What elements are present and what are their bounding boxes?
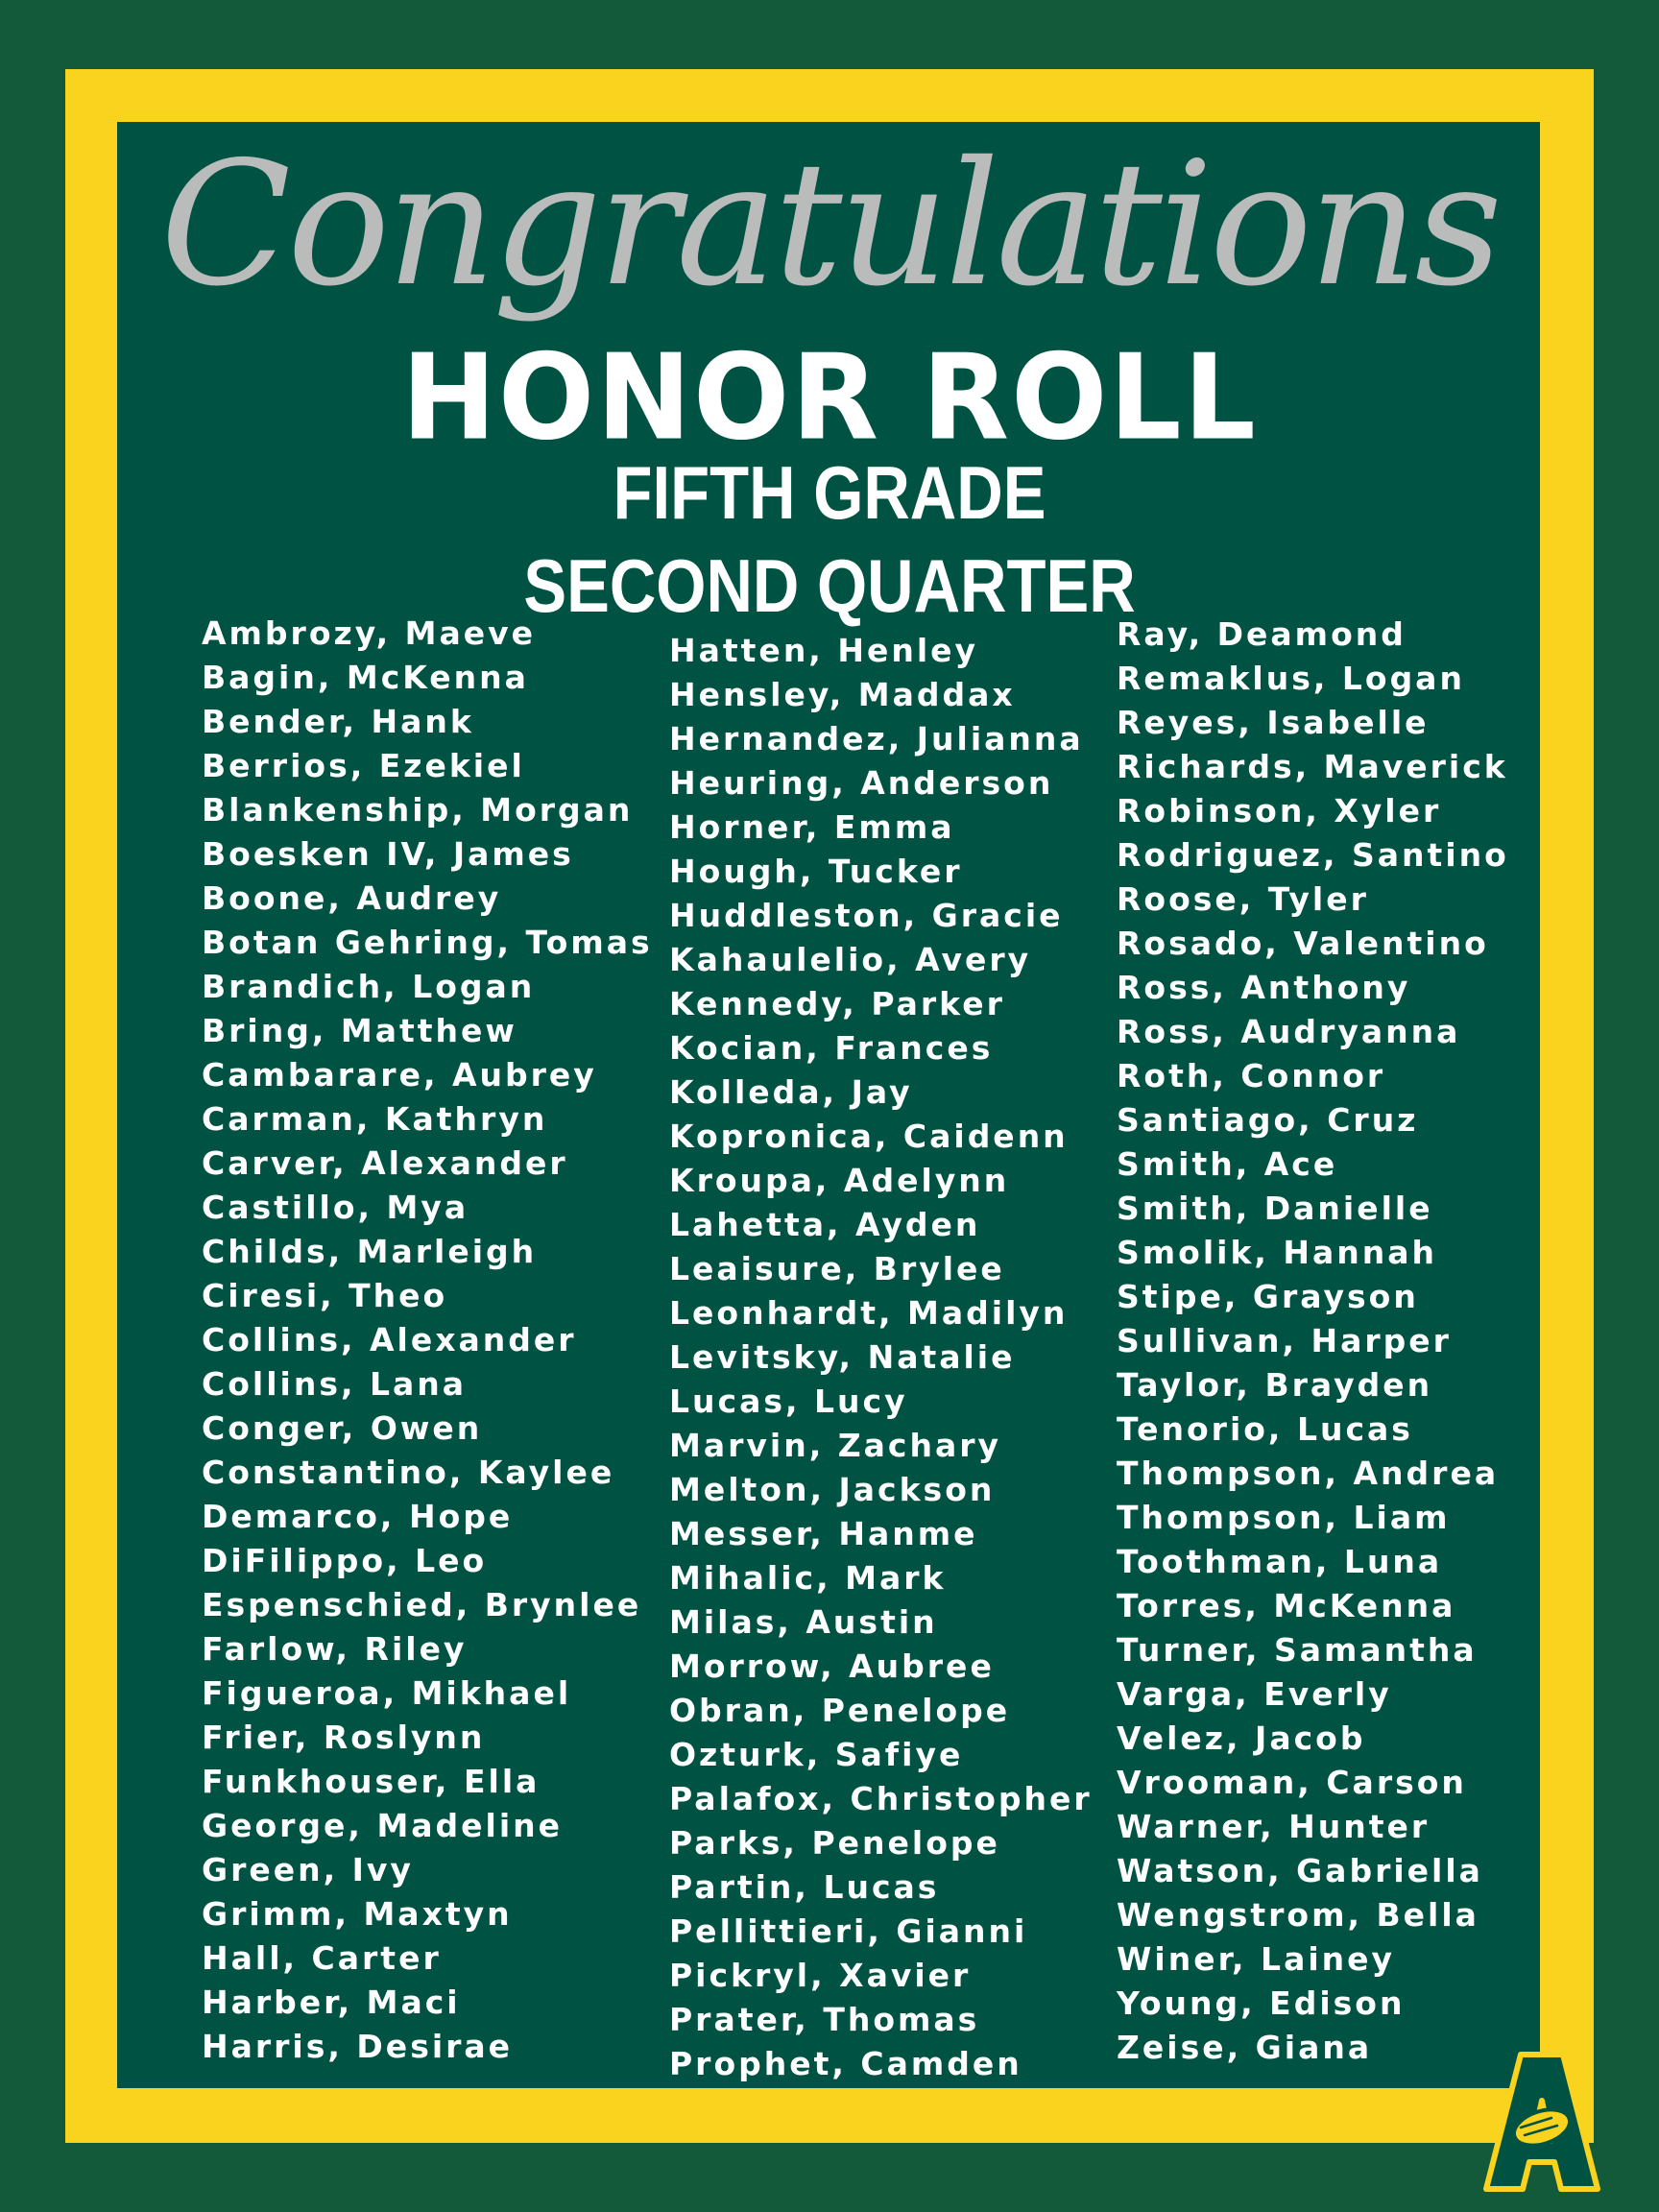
- student-name: Roth, Connor: [1117, 1057, 1386, 1094]
- student-name: Ciresi, Theo: [202, 1277, 448, 1314]
- student-name: George, Madeline: [202, 1807, 564, 1844]
- student-name: Huddleston, Gracie: [669, 897, 1064, 934]
- student-name: Varga, Everly: [1117, 1675, 1392, 1713]
- student-name: Conger, Owen: [202, 1409, 483, 1447]
- quarter-subtitle: SECOND QUARTER: [523, 543, 1136, 628]
- student-name: Childs, Marleigh: [202, 1233, 538, 1270]
- student-name: Prater, Thomas: [669, 2001, 980, 2038]
- student-name: Leaisure, Brylee: [669, 1250, 1005, 1287]
- student-name: Vrooman, Carson: [1117, 1764, 1467, 1801]
- student-name: Figueroa, Mikhael: [202, 1674, 572, 1712]
- student-name: Leonhardt, Madilyn: [669, 1294, 1069, 1332]
- student-name: Winer, Lainey: [1117, 1940, 1396, 1978]
- student-name: Thompson, Andrea: [1117, 1455, 1500, 1492]
- student-name: Warner, Hunter: [1117, 1808, 1431, 1845]
- student-name: Wengstrom, Bella: [1117, 1896, 1479, 1934]
- student-name: Partin, Lucas: [669, 1868, 940, 1906]
- student-name: Kocian, Frances: [669, 1029, 994, 1067]
- student-name: Hough, Tucker: [669, 853, 963, 890]
- student-name: Pickryl, Xavier: [669, 1957, 972, 1994]
- student-name: Smith, Ace: [1117, 1145, 1338, 1183]
- student-name: Lucas, Lucy: [669, 1382, 908, 1420]
- student-name: Boesken IV, James: [202, 835, 574, 873]
- student-name: Cambarare, Aubrey: [202, 1056, 597, 1094]
- student-name: Santiago, Cruz: [1117, 1101, 1419, 1139]
- student-name: Toothman, Luna: [1117, 1543, 1443, 1580]
- student-name: Marvin, Zachary: [669, 1427, 1002, 1464]
- student-name: Castillo, Mya: [202, 1189, 469, 1226]
- student-name: Tenorio, Lucas: [1117, 1410, 1413, 1448]
- student-name: Berrios, Ezekiel: [202, 747, 525, 784]
- student-name: Robinson, Xyler: [1117, 792, 1442, 830]
- student-name: Hensley, Maddax: [669, 676, 1016, 713]
- student-name: Watson, Gabriella: [1117, 1852, 1483, 1889]
- student-name: Palafox, Christopher: [669, 1780, 1093, 1817]
- student-name: Mihalic, Mark: [669, 1559, 947, 1597]
- student-name: Carver, Alexander: [202, 1144, 568, 1182]
- student-name: Hernandez, Julianna: [669, 720, 1084, 757]
- student-name: Frier, Roslynn: [202, 1719, 486, 1756]
- student-name: Blankenship, Morgan: [202, 791, 634, 829]
- student-name: Roose, Tyler: [1117, 880, 1369, 918]
- student-name: Pellittieri, Gianni: [669, 1912, 1028, 1950]
- student-name: Bring, Matthew: [202, 1012, 517, 1049]
- student-name: Heuring, Anderson: [669, 764, 1054, 802]
- student-name: DiFilippo, Leo: [202, 1542, 488, 1579]
- student-name: Botan Gehring, Tomas: [202, 924, 653, 961]
- student-name: Bender, Hank: [202, 703, 474, 740]
- student-name: Collins, Alexander: [202, 1321, 577, 1358]
- student-name: Funkhouser, Ella: [202, 1763, 541, 1800]
- student-name: Boone, Audrey: [202, 879, 502, 917]
- student-name: Ross, Anthony: [1117, 969, 1411, 1006]
- student-name: Milas, Austin: [669, 1603, 938, 1641]
- student-name: Reyes, Isabelle: [1117, 704, 1430, 741]
- student-name: Melton, Jackson: [669, 1471, 996, 1508]
- names-column-1: [202, 612, 653, 2069]
- congratulations-heading: Congratulations: [160, 125, 1499, 324]
- student-name: Grimm, Maxtyn: [202, 1895, 513, 1933]
- student-name: Demarco, Hope: [202, 1498, 514, 1535]
- student-name: Hatten, Henley: [669, 632, 979, 669]
- student-name: Brandich, Logan: [202, 968, 536, 1005]
- student-name: Kennedy, Parker: [669, 985, 1005, 1022]
- school-logo-a-icon: [1429, 2028, 1621, 2200]
- student-name: Rosado, Valentino: [1117, 925, 1489, 962]
- student-name: Torres, McKenna: [1117, 1587, 1456, 1624]
- student-name: Obran, Penelope: [669, 1692, 1011, 1729]
- student-name: Green, Ivy: [202, 1851, 414, 1888]
- student-name: Constantino, Kaylee: [202, 1454, 615, 1491]
- student-name: Ross, Audryanna: [1117, 1013, 1461, 1050]
- student-name: Ambrozy, Maeve: [202, 614, 537, 652]
- student-name: Lahetta, Ayden: [669, 1206, 981, 1243]
- student-name: Prophet, Camden: [669, 2045, 1022, 2082]
- student-name: Stipe, Grayson: [1117, 1278, 1419, 1315]
- student-name: Morrow, Aubree: [669, 1647, 995, 1685]
- student-name: Richards, Maverick: [1117, 748, 1508, 785]
- student-name: Levitsky, Natalie: [669, 1338, 1016, 1376]
- student-name: Taylor, Brayden: [1117, 1366, 1433, 1404]
- student-name: Ray, Deamond: [1117, 615, 1407, 653]
- student-name: Young, Edison: [1117, 1984, 1406, 2022]
- student-name: Kroupa, Adelynn: [669, 1162, 1010, 1199]
- student-name: Thompson, Liam: [1117, 1499, 1451, 1536]
- student-name: Kahaulelio, Avery: [669, 941, 1032, 978]
- student-name: Velez, Jacob: [1117, 1719, 1366, 1757]
- student-name: Kopronica, Caidenn: [669, 1118, 1069, 1155]
- names-column-2: [669, 629, 1093, 2086]
- student-name: Espenschied, Brynlee: [202, 1586, 642, 1623]
- student-name: Kolleda, Jay: [669, 1073, 913, 1111]
- student-name: Remaklus, Logan: [1117, 660, 1465, 697]
- student-name: Carman, Kathryn: [202, 1100, 548, 1138]
- grade-subtitle: FIFTH GRADE: [613, 450, 1046, 535]
- student-name: Parks, Penelope: [669, 1824, 1000, 1862]
- student-name: Hall, Carter: [202, 1939, 442, 1977]
- honor-roll-title: HONOR ROLL: [401, 328, 1258, 467]
- student-name: Sullivan, Harper: [1117, 1322, 1452, 1359]
- student-name: Rodriguez, Santino: [1117, 836, 1509, 874]
- student-name: Bagin, McKenna: [202, 659, 529, 696]
- student-name: Horner, Emma: [669, 808, 955, 846]
- names-column-3: [1117, 613, 1509, 2070]
- student-name: Smith, Danielle: [1117, 1190, 1433, 1227]
- student-name: Messer, Hanme: [669, 1515, 978, 1552]
- student-name: Ozturk, Safiye: [669, 1736, 964, 1773]
- student-name: Collins, Lana: [202, 1365, 468, 1403]
- student-name: Zeise, Giana: [1117, 2029, 1373, 2066]
- student-name: Farlow, Riley: [202, 1630, 468, 1668]
- student-name: Harber, Maci: [202, 1984, 461, 2021]
- student-name: Harris, Desirae: [202, 2028, 514, 2065]
- student-name: Smolik, Hannah: [1117, 1234, 1438, 1271]
- student-name: Turner, Samantha: [1117, 1631, 1478, 1669]
